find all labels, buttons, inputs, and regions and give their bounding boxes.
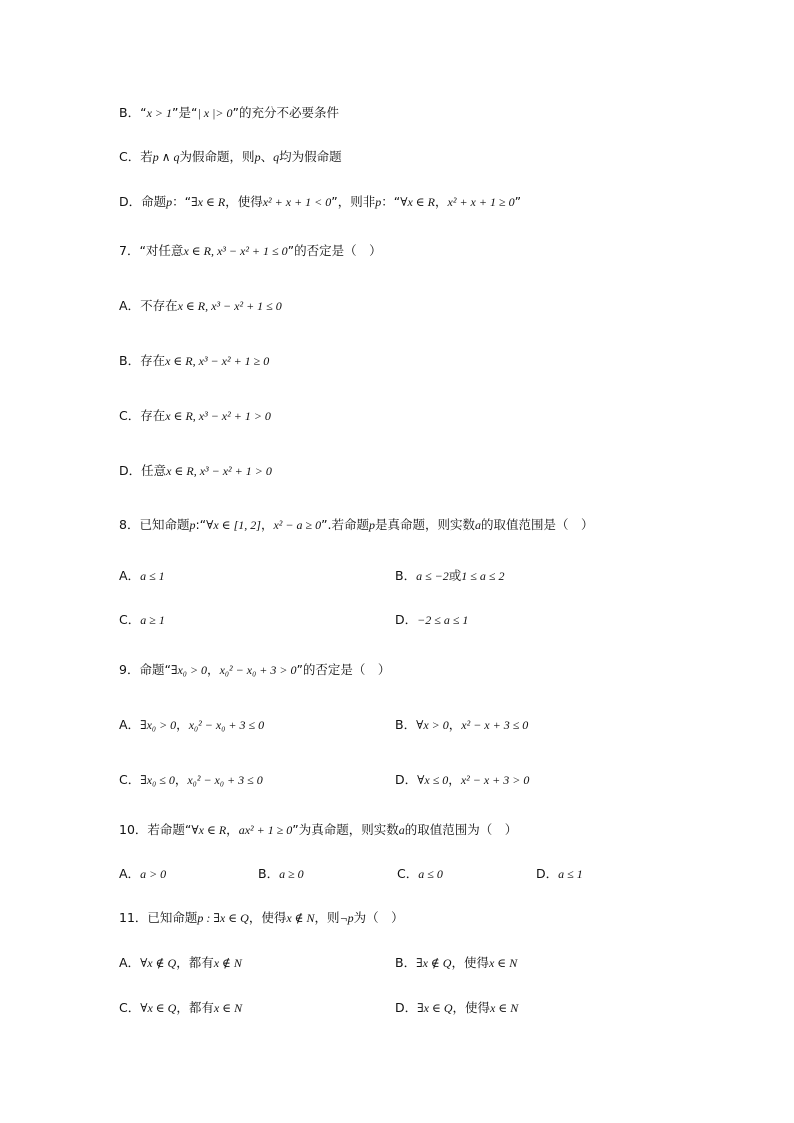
math-expression: x² − a ≥ 0 xyxy=(273,518,322,532)
option-b-q10 xyxy=(258,865,304,883)
option-c-q11 xyxy=(119,999,242,1017)
option-a-q7 xyxy=(119,297,282,315)
option-b-q7 xyxy=(119,352,269,370)
item-label: B． xyxy=(119,105,141,120)
item-text: ” xyxy=(514,194,522,209)
math-expression: ∀x ∈ R xyxy=(191,823,227,837)
item-label: C． xyxy=(119,149,141,164)
math-expression: ¬p xyxy=(339,911,354,925)
item-text: ， xyxy=(260,517,274,532)
item-text: ，使得 xyxy=(248,910,287,925)
math-expression: x ∈ R, x³ − x² + 1 > 0 xyxy=(166,464,272,478)
math-expression: ∀x ∈ R xyxy=(400,195,436,209)
item-text: 不存在 xyxy=(140,298,178,313)
option-d-q10 xyxy=(536,865,583,883)
option-b-q8 xyxy=(395,567,504,585)
math-expression: x² − x + 3 > 0 xyxy=(460,773,530,787)
math-expression: a ≤ 0 xyxy=(418,867,443,881)
math-expression: ∃x ∈ R xyxy=(191,195,226,209)
option-c-q6 xyxy=(119,148,342,166)
item-label: C． xyxy=(119,612,141,627)
math-expression: x₀² − x₀ + 3 > 0 xyxy=(219,663,297,677)
option-d-q9 xyxy=(395,771,529,789)
option-d-q8 xyxy=(395,611,468,629)
item-text: ， xyxy=(174,772,188,787)
item-label: A． xyxy=(119,298,141,313)
item-text: ，则 xyxy=(314,910,340,925)
item-label: C． xyxy=(397,866,419,881)
math-expression: x ∈ N xyxy=(490,1001,519,1015)
math-expression: x₀² − x₀ + 3 ≤ 0 xyxy=(187,773,263,787)
item-label: A． xyxy=(119,955,141,970)
item-text: 若 xyxy=(140,149,153,164)
item-label: D． xyxy=(395,612,418,627)
math-expression: ∃x₀ ≤ 0 xyxy=(140,773,175,787)
item-text: 已知命题 xyxy=(147,910,198,925)
item-text: ”的充分不必要条件 xyxy=(232,105,339,120)
item-text: 的取值范围为（ ） xyxy=(404,822,518,837)
item-text: “ xyxy=(140,105,147,120)
item-label: D． xyxy=(536,866,559,881)
math-expression: q xyxy=(273,150,280,164)
item-text: ， xyxy=(435,194,448,209)
item-text: ：“ xyxy=(381,194,401,209)
math-expression: x² − x + 3 ≤ 0 xyxy=(461,718,529,732)
item-label: C． xyxy=(119,772,141,787)
item-text: 若命题“ xyxy=(147,822,192,837)
item-text: ”，则非 xyxy=(331,194,376,209)
math-expression: a ≥ 1 xyxy=(140,613,165,627)
math-expression: ∃x₀ > 0 xyxy=(140,718,177,732)
item-text: ”.若命题 xyxy=(321,517,370,532)
math-expression: ∃x ∈ Q xyxy=(417,1001,453,1015)
item-label: B． xyxy=(395,568,417,583)
question-10-stem xyxy=(119,821,517,839)
math-expression: p : ∃x ∈ Q xyxy=(197,911,249,925)
math-expression: ax² + 1 ≥ 0 xyxy=(238,823,293,837)
item-text: ，使得 xyxy=(451,955,489,970)
option-c-q7 xyxy=(119,407,271,425)
item-text: :“ xyxy=(195,517,207,532)
math-expression: a ≤ 1 xyxy=(558,867,583,881)
item-label: B． xyxy=(258,866,280,881)
math-expression: | x |> 0 xyxy=(197,106,233,120)
question-9-stem xyxy=(119,661,390,679)
math-expression: x ∈ N xyxy=(488,956,518,970)
option-c-q8 xyxy=(119,611,165,629)
math-expression: x² + x + 1 < 0 xyxy=(262,195,332,209)
item-label: B． xyxy=(395,955,417,970)
option-a-q10 xyxy=(119,865,166,883)
item-text: ”是“ xyxy=(172,105,198,120)
question-8-stem xyxy=(119,516,594,534)
item-text: 为（ ） xyxy=(353,910,404,925)
item-label: 9． xyxy=(119,662,140,677)
item-text: 为假命题，则 xyxy=(179,149,255,164)
item-label: A． xyxy=(119,717,141,732)
question-7-stem xyxy=(119,242,382,260)
item-text: “对任意 xyxy=(139,243,184,258)
math-expression: ∀x > 0 xyxy=(416,718,449,732)
item-text: ， xyxy=(226,822,239,837)
math-expression: p xyxy=(189,518,196,532)
math-expression: ∀x ∈ Q xyxy=(140,1001,177,1015)
item-label: A． xyxy=(119,866,141,881)
item-text: 存在 xyxy=(140,353,166,368)
math-expression: a ≤ 1 xyxy=(140,569,165,583)
item-label: 8． xyxy=(119,517,140,532)
option-d-q7 xyxy=(119,462,272,480)
item-text: ， xyxy=(207,662,220,677)
math-expression: a ≤ −2 xyxy=(416,569,449,583)
option-c-q10 xyxy=(397,865,443,883)
math-expression: x ∈ R, x³ − x² + 1 ≤ 0 xyxy=(183,244,288,258)
option-b-q6 xyxy=(119,104,339,122)
math-expression: a ≥ 0 xyxy=(279,867,304,881)
item-label: C． xyxy=(119,1000,141,1015)
math-expression: x ∉ N xyxy=(213,956,242,970)
item-label: D． xyxy=(395,772,418,787)
math-expression: p ∧ q xyxy=(152,150,180,164)
item-text: ：“ xyxy=(172,194,192,209)
item-text: ”为真命题，则实数 xyxy=(292,822,399,837)
math-expression: p xyxy=(369,518,376,532)
math-expression: a xyxy=(398,823,405,837)
math-expression: a xyxy=(475,518,482,532)
math-expression: x ∉ N xyxy=(286,911,315,925)
item-text: ”的否定是（ ） xyxy=(287,243,382,258)
option-d-q6 xyxy=(119,193,521,211)
item-label: B． xyxy=(119,353,141,368)
math-expression: a > 0 xyxy=(140,867,167,881)
math-expression: ∃x₀ > 0 xyxy=(170,663,208,677)
item-label: D． xyxy=(119,194,142,209)
question-11-stem xyxy=(119,909,404,927)
item-label: C． xyxy=(119,408,141,423)
option-c-q9 xyxy=(119,771,263,789)
item-label: 7． xyxy=(119,243,140,258)
item-text: 存在 xyxy=(140,408,166,423)
option-d-q11 xyxy=(395,999,518,1017)
item-text: 或 xyxy=(448,568,462,583)
item-text: ，使得 xyxy=(452,1000,491,1015)
math-expression: p xyxy=(375,195,382,209)
math-expression: x ∈ R, x³ − x² + 1 > 0 xyxy=(165,409,271,423)
math-expression: ∀x ∈ [1, 2] xyxy=(206,518,261,532)
item-label: A． xyxy=(119,568,141,583)
math-expression: ∃x ∉ Q xyxy=(416,956,452,970)
math-expression: x ∈ N xyxy=(213,1001,243,1015)
item-text: 是真命题，则实数 xyxy=(375,517,476,532)
item-text: 任意 xyxy=(141,463,167,478)
math-expression: ∀x ≤ 0 xyxy=(417,773,449,787)
math-expression: x ∈ R, x³ − x² + 1 ≥ 0 xyxy=(165,354,270,368)
math-expression: x > 1 xyxy=(146,106,172,120)
item-text: ， xyxy=(448,717,462,732)
item-text: ”的否定是（ ） xyxy=(296,662,391,677)
item-label: 11． xyxy=(119,910,148,925)
item-text: 已知命题 xyxy=(139,517,190,532)
option-b-q9 xyxy=(395,716,528,734)
math-expression: x ∈ R, x³ − x² + 1 ≤ 0 xyxy=(177,299,282,313)
option-b-q11 xyxy=(395,954,517,972)
math-expression: ∀x ∉ Q xyxy=(140,956,177,970)
option-a-q9 xyxy=(119,716,264,734)
item-label: D． xyxy=(395,1000,418,1015)
option-a-q11 xyxy=(119,954,242,972)
item-label: B． xyxy=(395,717,417,732)
math-expression: x² + x + 1 ≥ 0 xyxy=(447,195,515,209)
item-text: 、 xyxy=(260,149,274,164)
item-text: 均为假命题 xyxy=(279,149,342,164)
math-expression: −2 ≤ a ≤ 1 xyxy=(417,613,469,627)
math-expression: 1 ≤ a ≤ 2 xyxy=(461,569,505,583)
math-expression: x₀² − x₀ + 3 ≤ 0 xyxy=(188,718,265,732)
item-label: D． xyxy=(119,463,142,478)
item-text: ，都有 xyxy=(176,1000,214,1015)
item-text: 命题“ xyxy=(139,662,171,677)
item-text: 的取值范围是（ ） xyxy=(481,517,594,532)
item-text: ， xyxy=(448,772,461,787)
item-text: ，使得 xyxy=(225,194,263,209)
math-expression: p xyxy=(166,195,173,209)
item-text: ，都有 xyxy=(176,955,214,970)
option-a-q8 xyxy=(119,567,165,585)
item-text: 命题 xyxy=(141,194,167,209)
item-text: ， xyxy=(176,717,189,732)
math-expression: p xyxy=(254,150,261,164)
item-label: 10． xyxy=(119,822,148,837)
